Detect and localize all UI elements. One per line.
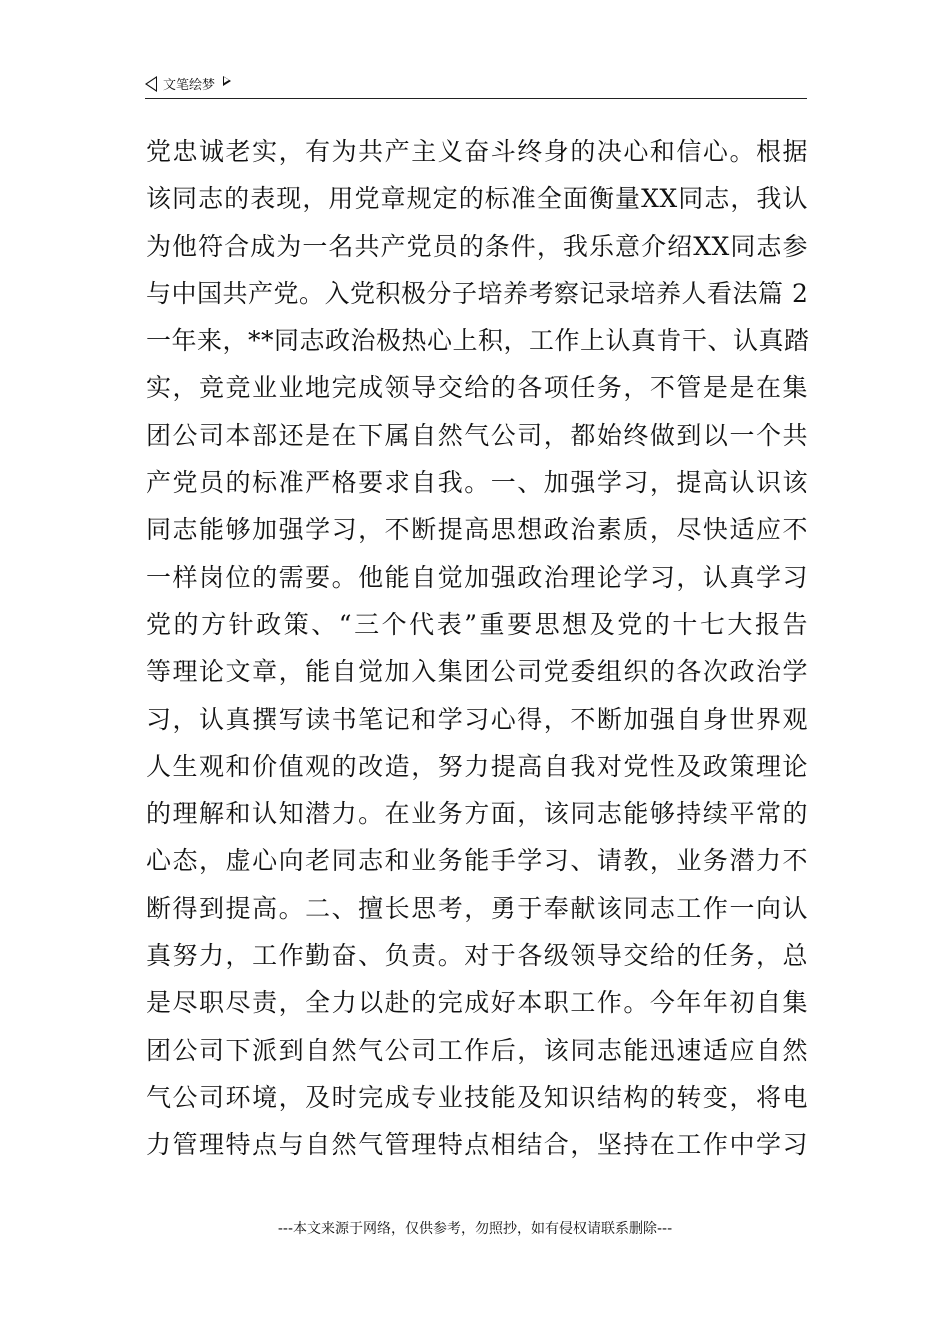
- body-text-line: 该同志的表现，用党章规定的标准全面衡量XX同志，我认: [146, 184, 808, 214]
- body-text-line: 等理论文章，能自觉加入集团公司党委组织的各次政治学: [146, 657, 808, 687]
- body-text-line: 为他符合成为一名共产党员的条件，我乐意介绍XX同志参: [146, 231, 808, 261]
- left-triangle-outline-icon: [145, 76, 157, 92]
- page-footer-disclaimer: ---本文来源于网络，仅供参考，勿照抄，如有侵权请联系删除---: [277, 1221, 673, 1237]
- right-triangle-outline-icon: [223, 76, 231, 86]
- body-text-line: 人生观和价值观的改造，努力提高自我对党性及政策理论: [146, 751, 808, 781]
- body-text-line: 团公司本部还是在下属自然气公司，都始终做到以一个共: [146, 420, 808, 450]
- body-text-line: 气公司环境，及时完成专业技能及知识结构的转变，将电: [146, 1082, 808, 1112]
- body-text-line: 真努力，工作勤奋、负责。对于各级领导交给的任务，总: [146, 941, 808, 971]
- header-brand: [145, 74, 231, 93]
- body-text-line: 一年来，**同志政治极热心上积，工作上认真肯干、认真踏: [146, 326, 810, 356]
- body-text-line: 力管理特点与自然气管理特点相结合，坚持在工作中学习: [146, 1130, 808, 1160]
- body-text-line: 一样岗位的需要。他能自觉加强政治理论学习，认真学习: [146, 562, 808, 592]
- body-text-line: 与中国共产党。入党积极分子培养考察记录培养人看法篇 2: [146, 278, 809, 308]
- body-text-line: 同志能够加强学习，不断提高思想政治素质，尽快适应不: [146, 515, 808, 545]
- header-title: 文笔绘梦: [163, 78, 216, 93]
- body-text-line: 产党员的标准严格要求自我。一、加强学习，提高认识该: [146, 468, 808, 498]
- document-body: [146, 128, 808, 1169]
- body-text-line: 习，认真撰写读书笔记和学习心得，不断加强自身世界观: [146, 704, 808, 734]
- body-text-line: 党忠诚老实，有为共产主义奋斗终身的决心和信心。根据: [146, 137, 808, 166]
- body-text-line: 党的方针政策、“三个代表”重要思想及党的十七大报告: [146, 609, 808, 639]
- body-text-line: 心态，虚心向老同志和业务能手学习、请教，业务潜力不: [146, 846, 808, 876]
- body-text-line: 的理解和认知潜力。在业务方面，该同志能够持续平常的: [146, 799, 808, 829]
- page-header: [145, 72, 807, 99]
- body-text-line: 实，竞竞业业地完成领导交给的各项任务，不管是是在集: [146, 373, 808, 403]
- body-text-line: 断得到提高。二、擅长思考，勇于奉献该同志工作一向认: [146, 893, 808, 923]
- body-text-line: 团公司下派到自然气公司工作后，该同志能迅速适应自然: [146, 1035, 808, 1065]
- body-text-line: 是尽职尽责，全力以赴的完成好本职工作。今年年初自集: [146, 988, 808, 1018]
